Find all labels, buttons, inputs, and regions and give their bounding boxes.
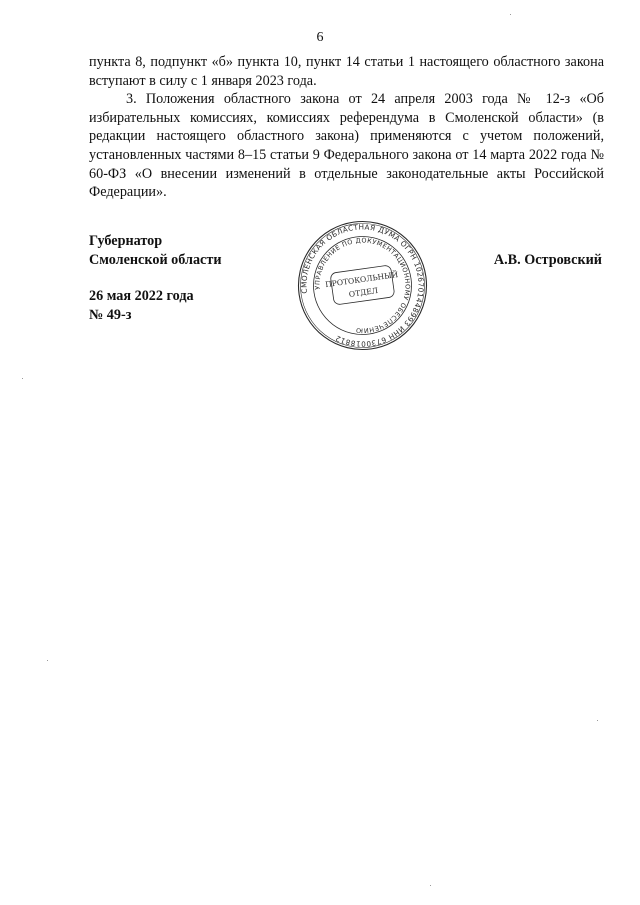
paragraph-3: 3. Положения областного закона от 24 апреля 2003 года № 12-з «Об избирательных комиссиях, комиссиях референдума в Смоленской области» (в редакции настоящего областного закона) применяются с учетом положений, установленных частями 8–15 статьи 9 Федерального закона от 14 марта 2022 года № 60-ФЗ «О внесении изменений в отдельные законодательные акты Российской Федерации». bbox=[89, 91, 604, 201]
scan-speck bbox=[430, 885, 431, 886]
scan-speck bbox=[510, 14, 511, 15]
signing-date: 26 мая 2022 года bbox=[89, 288, 194, 305]
stamp-center-line1: ПРОТОКОЛЬНЫЙ bbox=[324, 269, 399, 290]
scan-speck bbox=[22, 378, 23, 379]
signatory-title-line1: Губернатор bbox=[89, 233, 163, 249]
signature-block bbox=[89, 232, 222, 324]
page-number: 6 bbox=[316, 30, 324, 45]
paragraph-continuation: пункта 8, подпункт «б» пункта 10, пункт 14 статьи 1 настоящего областного закона вступают в силу с 1 января 2023 года. bbox=[89, 54, 604, 89]
stamp-center-line2: ОТДЕЛ bbox=[348, 285, 379, 299]
signatory-title-line2: Смоленской области bbox=[89, 251, 222, 268]
law-number: № 49-з bbox=[89, 306, 132, 323]
stamp-inner-ring-text: УПРАВЛЕНИЕ ПО ДОКУМЕНТАЦИОННОМУ ОБЕСПЕЧЕНИЮ bbox=[313, 236, 412, 335]
document-body bbox=[89, 53, 604, 202]
official-stamp bbox=[290, 218, 435, 353]
scan-speck bbox=[597, 720, 598, 721]
scan-speck bbox=[47, 660, 48, 661]
signatory-name: А.В. Островский bbox=[493, 252, 602, 268]
stamp-ring-text: СМОЛЕНСКАЯ ОБЛАСТНАЯ ДУМА ОГРН 1026701448993 ИНН 6730018812 bbox=[299, 222, 426, 349]
